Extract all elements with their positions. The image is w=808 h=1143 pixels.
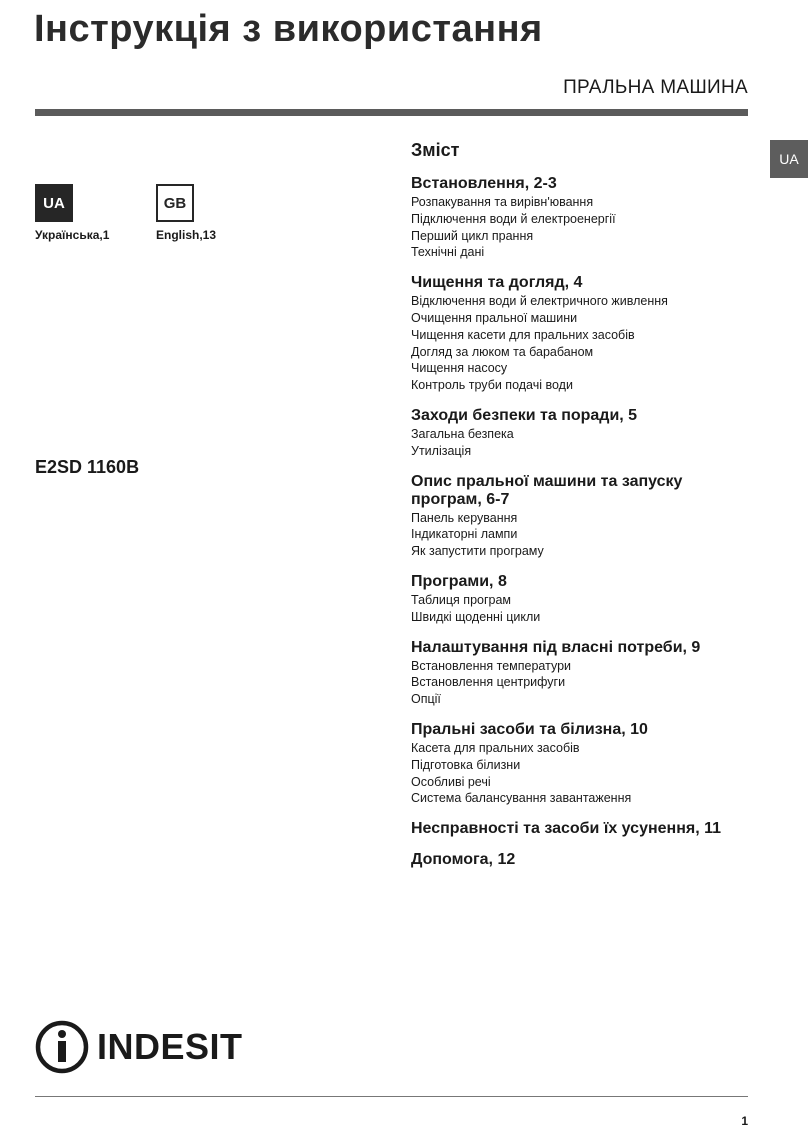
toc-item: Загальна безпека [411,426,514,441]
toc-item: Розпакування та вирівн'ювання [411,195,594,209]
top-divider [35,109,748,116]
language-caption-ua: Українська,1 [35,228,110,242]
language-code-gb: GB [156,184,194,222]
toc-item: Як запустити програму [411,544,544,559]
toc-heading: Зміст [411,140,460,160]
toc-item: Швидкі щоденні цикли [411,609,541,624]
toc-item: Система балансування завантаження [411,791,632,806]
page-title: Інструкція з використання [34,8,543,50]
brand-logo [35,1020,243,1074]
toc-section [411,473,751,560]
language-side-tab: UA [770,140,808,178]
toc-item: Підготовка білизни [411,757,521,772]
toc-item: Відключення води й електричного живлення [411,294,668,309]
language-gb [156,184,216,242]
toc-section [411,820,751,838]
table-of-contents [411,140,751,882]
brand-name: INDESIT [97,1026,243,1067]
toc-section-title: Встановлення, 2-3 [411,175,557,192]
toc-item: Чищення насосу [411,361,508,376]
toc-item: Особливі речі [411,774,491,789]
toc-item: Індикаторні лампи [411,527,518,542]
toc-section-title: Програми, 8 [411,572,507,590]
toc-item: Перший цикл прання [411,228,534,243]
toc-section-title: Заходи безпеки та поради, 5 [411,406,638,424]
toc-item: Очищення пральної машини [411,310,578,325]
toc-item: Догляд за люком та барабаном [411,344,594,359]
toc-item: Контроль труби подачі води [411,378,573,393]
toc-section [411,851,751,869]
toc-section [411,407,751,460]
toc-section-title: Допомога, 12 [411,851,516,869]
page-number: 1 [741,1114,748,1128]
toc-item: Панель керування [411,510,518,525]
toc-section-title: Опис пральної машини та запуску програм, 6-7 [411,472,683,508]
toc-item: Встановлення температури [411,658,572,673]
toc-section-title: Чищення та догляд, 4 [411,274,583,292]
toc-section-title: Налаштування під власні потреби, 9 [411,638,701,656]
language-ua [35,184,109,242]
toc-item: Опції [411,692,441,707]
toc-section [411,573,751,626]
toc-item: Підключення води й електроенергії [411,211,616,226]
toc-section [411,639,751,708]
language-code-ua: UA [35,184,73,222]
toc-section [411,721,751,807]
toc-item: Технічні дані [411,245,485,260]
model-number: E2SD 1160B [35,457,140,477]
toc-item: Касета для пральних засобів [411,740,580,755]
indesit-logo-icon [35,1020,89,1074]
toc-section [411,274,751,394]
language-caption-gb: English,13 [156,228,217,242]
bottom-divider [35,1096,748,1097]
toc-section [411,175,751,261]
toc-section-title: Пральні засоби та білизна, 10 [411,720,648,738]
toc-item: Встановлення центрифуги [411,675,566,690]
toc-item: Чищення касети для пральних засобів [411,327,635,342]
toc-section-title: Несправності та засоби їх усунення, 11 [411,820,721,838]
product-type: ПРАЛЬНА МАШИНА [563,77,748,98]
toc-item: Утилізація [411,443,472,458]
toc-item: Таблиця програм [411,592,512,607]
toc-sections [411,175,751,869]
